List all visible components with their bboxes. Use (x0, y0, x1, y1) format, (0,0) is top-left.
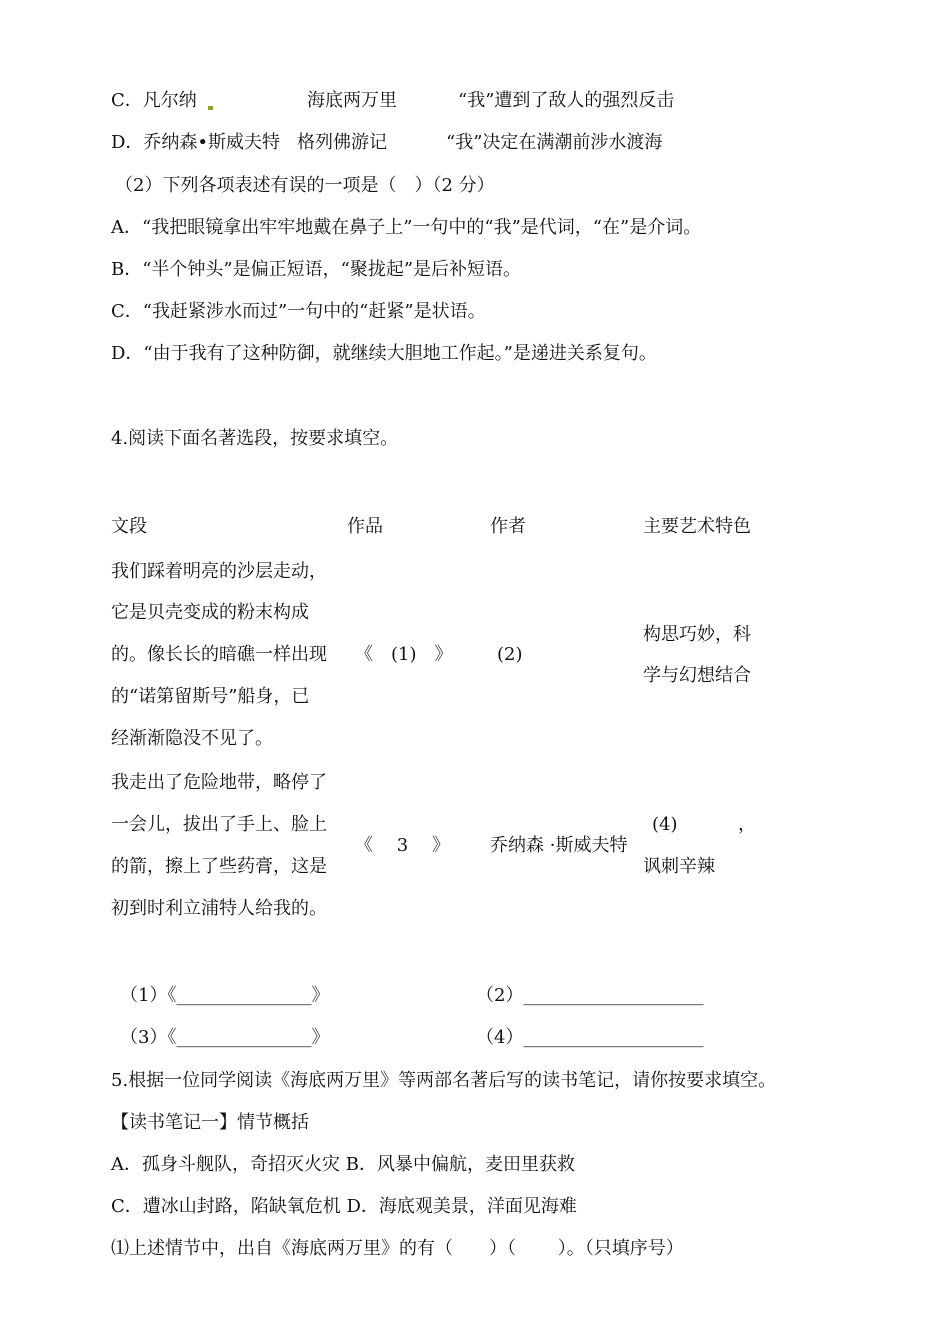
row1-author: (2) (497, 644, 523, 665)
row1-passage-line: 的“诺第留斯号”船身，已 (111, 686, 310, 707)
row1-passage-line: 我们踩着明亮的沙层走动， (111, 561, 327, 582)
header-feature: 主要艺术特色 (643, 516, 751, 537)
option-d-event: “我”决定在满潮前涉水渡海 (446, 132, 663, 153)
row1-passage-line: 的。像长长的暗礁一样出现 (111, 644, 327, 665)
answer-blank-2[interactable]: （2）____________________ (476, 985, 704, 1006)
answer-blank-1[interactable]: （1）《_______________》 (120, 985, 330, 1006)
q3-2-option-d: D．“由于我有了这种防御，就继续大胆地工作起。”是递进关系复句。 (111, 343, 657, 364)
q5-note-heading: 【读书笔记一】情节概括 (111, 1112, 309, 1133)
header-work: 作品 (347, 516, 383, 537)
q5-options-ab: A．孤身斗舰队，奇招灭火灾 B．风暴中偏航，麦田里获救 (111, 1154, 575, 1175)
q5-sub1: ⑴上述情节中，出自《海底两万里》的有（ ）（ ）。（只填序号） (111, 1238, 684, 1259)
answer-blank-4[interactable]: （4）____________________ (476, 1027, 704, 1048)
answer-blank-3[interactable]: （3）《_______________》 (120, 1027, 330, 1048)
row2-feature-blank: (4) (652, 814, 678, 835)
row1-feature-line: 构思巧妙，科 (643, 624, 751, 645)
row2-passage-line: 的箭，擦上了些药膏，这是 (111, 856, 327, 877)
row2-feature-comma: ， (738, 814, 756, 835)
row1-passage-line: 它是贝壳变成的粉末构成 (111, 602, 309, 623)
q3-2-stem: （2）下列各项表述有误的一项是（ ）（2 分） (115, 175, 495, 196)
q5-title: 5.根据一位同学阅读《海底两万里》等两部名著后写的读书笔记，请你按要求填空。 (111, 1070, 777, 1091)
option-d-label: D．乔纳森•斯威夫特 (111, 132, 281, 153)
row2-passage-line: 初到时利立浦特人给我的。 (111, 898, 327, 919)
row1-feature-line: 学与幻想结合 (643, 665, 751, 686)
row1-work: 《 (1) 》 (355, 644, 453, 665)
header-author: 作者 (490, 516, 526, 537)
option-c-label: C．凡尔纳 (111, 90, 197, 111)
q5-options-cd: C．遭冰山封路，陷缺氧危机 D．海底观美景，洋面见海难 (111, 1196, 577, 1217)
row1-passage-line: 经渐渐隐没不见了。 (111, 728, 273, 749)
row2-passage-line: 一会儿，拔出了手上、脸上 (111, 814, 327, 835)
option-c-work: 海底两万里 (307, 90, 397, 111)
row2-feature-text: 讽刺辛辣 (643, 856, 715, 877)
row2-passage-line: 我走出了危险地带，略停了 (111, 772, 327, 793)
q3-2-option-c: C．“我赶紧涉水而过”一句中的“赶紧”是状语。 (111, 301, 486, 322)
option-d-work: 格列佛游记 (297, 132, 387, 153)
row2-work: 《 3 》 (355, 835, 450, 856)
option-c-event: “我”遭到了敌人的强烈反击 (458, 90, 675, 111)
q3-2-option-b: B．“半个钟头”是偏正短语，“聚拢起”是后补短语。 (111, 259, 522, 280)
q3-2-option-a: A．“我把眼镜拿出牢牢地戴在鼻子上”一句中的“我”是代词，“在”是介词。 (111, 217, 702, 238)
header-passage: 文段 (111, 516, 147, 537)
highlight-mark (208, 106, 213, 110)
q4-title: 4.阅读下面名著选段，按要求填空。 (111, 428, 399, 449)
row2-author: 乔纳森 ·斯威夫特 (490, 835, 628, 856)
